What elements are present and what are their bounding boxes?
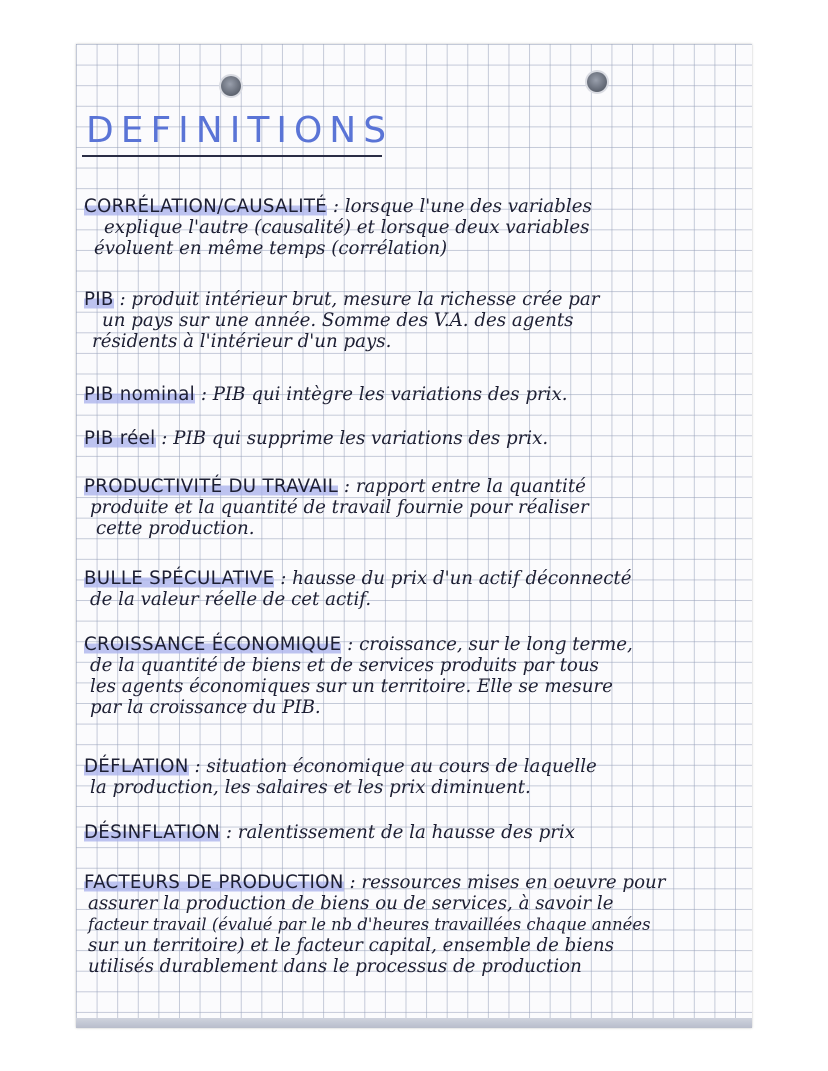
definition-text: : croissance, sur le long terme,	[347, 634, 633, 655]
definition-text: de la quantité de biens et de services produits par tous	[90, 655, 599, 676]
definition-term: CROISSANCE ÉCONOMIQUE	[84, 634, 342, 655]
definition-term: PIB	[84, 289, 114, 310]
definition-pib	[84, 289, 749, 352]
definition-text: : hausse du prix d'un actif déconnecté	[280, 568, 632, 589]
definition-text: la production, les salaires et les prix diminuent.	[90, 777, 531, 798]
title-underline	[82, 155, 382, 157]
definition-text: assurer la production de biens ou de services, à savoir le	[88, 893, 614, 914]
definition-term: DÉSINFLATION	[84, 822, 221, 843]
definition-text: : produit intérieur brut, mesure la richesse crée par	[119, 289, 600, 310]
definition-term: FACTEURS DE PRODUCTION	[84, 872, 344, 893]
definition-text: : lorsque l'une des variables	[332, 196, 592, 217]
definition-text: : rapport entre la quantité	[343, 476, 586, 497]
definition-bulle-speculative	[84, 568, 749, 610]
punch-hole-right	[587, 72, 607, 92]
definition-text: : PIB qui intègre les variations des prix.	[200, 384, 568, 405]
definition-text: facteur travail (évalué par le nb d'heures travaillées chaque années	[88, 915, 651, 934]
definition-text: : situation économique au cours de laquelle	[194, 756, 597, 777]
definition-text: cette production.	[96, 518, 255, 539]
definition-text: évoluent en même temps (corrélation)	[94, 238, 448, 259]
definition-text: les agents économiques sur un territoire. Elle se mesure	[90, 676, 613, 697]
definition-term: CORRÉLATION/CAUSALITÉ	[84, 196, 328, 217]
definition-term: PRODUCTIVITÉ DU TRAVAIL	[84, 476, 339, 497]
definition-correlation-causalite	[84, 196, 749, 259]
definition-text: résidents à l'intérieur d'un pays.	[92, 331, 392, 352]
definition-croissance-economique	[84, 634, 749, 718]
definition-pib-nominal	[84, 384, 749, 405]
definition-pib-reel	[84, 428, 749, 449]
definition-facteurs-de-production	[84, 872, 749, 977]
definition-deflation	[84, 756, 749, 798]
definition-text: produite et la quantité de travail fournie pour réaliser	[90, 497, 589, 518]
punch-hole-left	[221, 76, 241, 96]
definition-text: sur un territoire) et le facteur capital, ensemble de biens	[88, 935, 614, 956]
definition-text: : ralentissement de la hausse des prix	[225, 822, 575, 843]
definition-term: PIB réel	[84, 428, 156, 449]
definition-text: : ressources mises en oeuvre pour	[349, 872, 666, 893]
definition-text: de la valeur réelle de cet actif.	[90, 589, 372, 610]
definition-term: PIB nominal	[84, 384, 196, 405]
page-title: DEFINITIONS	[86, 110, 394, 151]
definition-text: un pays sur une année. Somme des V.A. des agents	[102, 310, 574, 331]
definition-desinflation	[84, 822, 749, 843]
definition-text: par la croissance du PIB.	[90, 697, 321, 718]
definition-term: BULLE SPÉCULATIVE	[84, 568, 275, 589]
definition-text: explique l'autre (causalité) et lorsque deux variables	[104, 217, 590, 238]
definition-productivite-du-travail	[84, 476, 749, 539]
definition-text: utilisés durablement dans le processus de production	[88, 956, 582, 977]
definition-text: : PIB qui supprime les variations des prix.	[161, 428, 549, 449]
definition-term: DÉFLATION	[84, 756, 189, 777]
